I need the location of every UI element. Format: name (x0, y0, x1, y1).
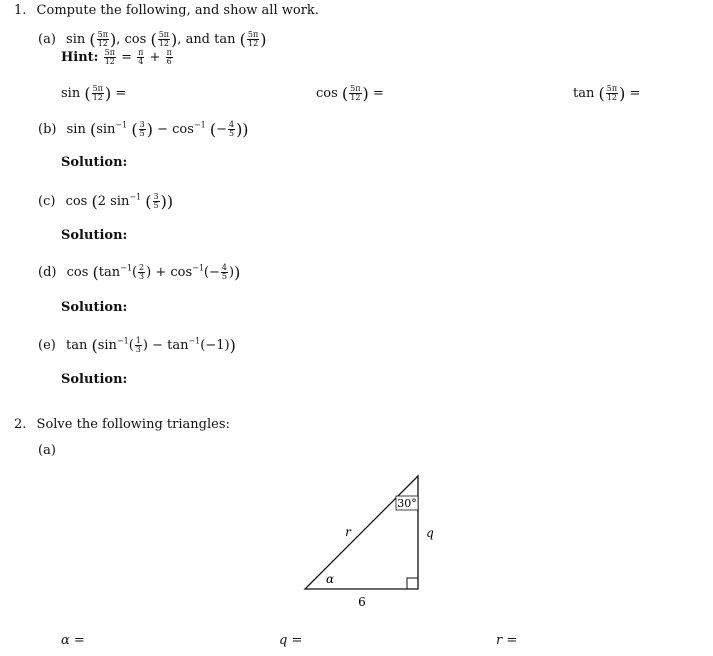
part-d-question: (d) $\cos (\tan^{-1}$( $\frac{2}{3}$ ) + $\cos^{-1}(-$ $\frac{4}{5}$ )) (38, 263, 241, 282)
side-r-label: r (345, 525, 351, 539)
problem-prompt: Compute the following, and show all work. (36, 3, 319, 18)
triangle-outline (305, 476, 418, 589)
solution-label-d: Solution: (61, 300, 128, 315)
problem-number: 1. (14, 3, 27, 18)
problem-2-part-a-label: (a) (38, 443, 56, 458)
math-func: cos (124, 32, 147, 47)
fraction: $\frac{\pi}{4}$ (138, 48, 144, 66)
conjunction: and (185, 32, 211, 47)
answer-cos: cos ( $\frac{5\pi}{12}$ ) = (316, 84, 384, 103)
side-q-label: q (426, 526, 434, 540)
math-func: tan (214, 32, 236, 47)
angle-alpha-label: α (325, 572, 335, 586)
fraction: $\frac{5\pi}{12}$ (104, 48, 115, 66)
angle-top-label: 30° (397, 497, 417, 510)
answer-q: q = (279, 633, 303, 648)
hint-label: Hint: (61, 50, 99, 65)
solution-label-b: Solution: (61, 155, 128, 170)
part-label: (a) (38, 32, 56, 47)
answer-alpha: α = (61, 633, 85, 648)
problem-2-header: 2. Solve the following triangles: (14, 417, 230, 432)
fraction: $\frac{5\pi}{12}$ (158, 30, 170, 48)
solution-label-e: Solution: (61, 372, 128, 387)
right-angle-marker (407, 578, 418, 589)
part-c-question: (c) cos (2 $\sin^{-1}$ ( $\frac{3}{5}$ )) (38, 192, 174, 211)
answer-r: r = (496, 633, 518, 648)
side-base-label: 6 (358, 595, 366, 609)
part-b-question: (b) $\sin (\sin^{-1}$ ( $\frac{3}{5}$ ) − $\cos^{-1}$ (− $\frac{4}{5}$ )) (38, 120, 249, 139)
fraction: $\frac{5\pi}{12}$ (97, 30, 108, 48)
fraction: $\frac{5\pi}{12}$ (247, 30, 259, 48)
math-func: sin (66, 32, 86, 47)
fraction: $\frac{\pi}{6}$ (166, 48, 172, 66)
hint-line: Hint: $\frac{5\pi}{12}$ = $\frac{\pi}{4}$ + $\frac{\pi}{6}$ (61, 48, 172, 66)
answer-tan: tan ( $\frac{5\pi}{12}$ ) = (573, 84, 641, 103)
answer-sin: sin ( $\frac{5\pi}{12}$ ) = (61, 84, 127, 103)
part-e-question: (e) $\tan (\sin^{-1}$( $\frac{1}{3}$ ) − $\tan^{-1}(-1)$) (38, 336, 236, 355)
part-a-question: (a) sin ( $\frac{5\pi}{12}$ ), cos ( $\frac{5\pi}{12}$ ), and tan ( $\frac{5\pi}{12}$ ) (38, 30, 267, 49)
solution-label-c: Solution: (61, 228, 128, 243)
